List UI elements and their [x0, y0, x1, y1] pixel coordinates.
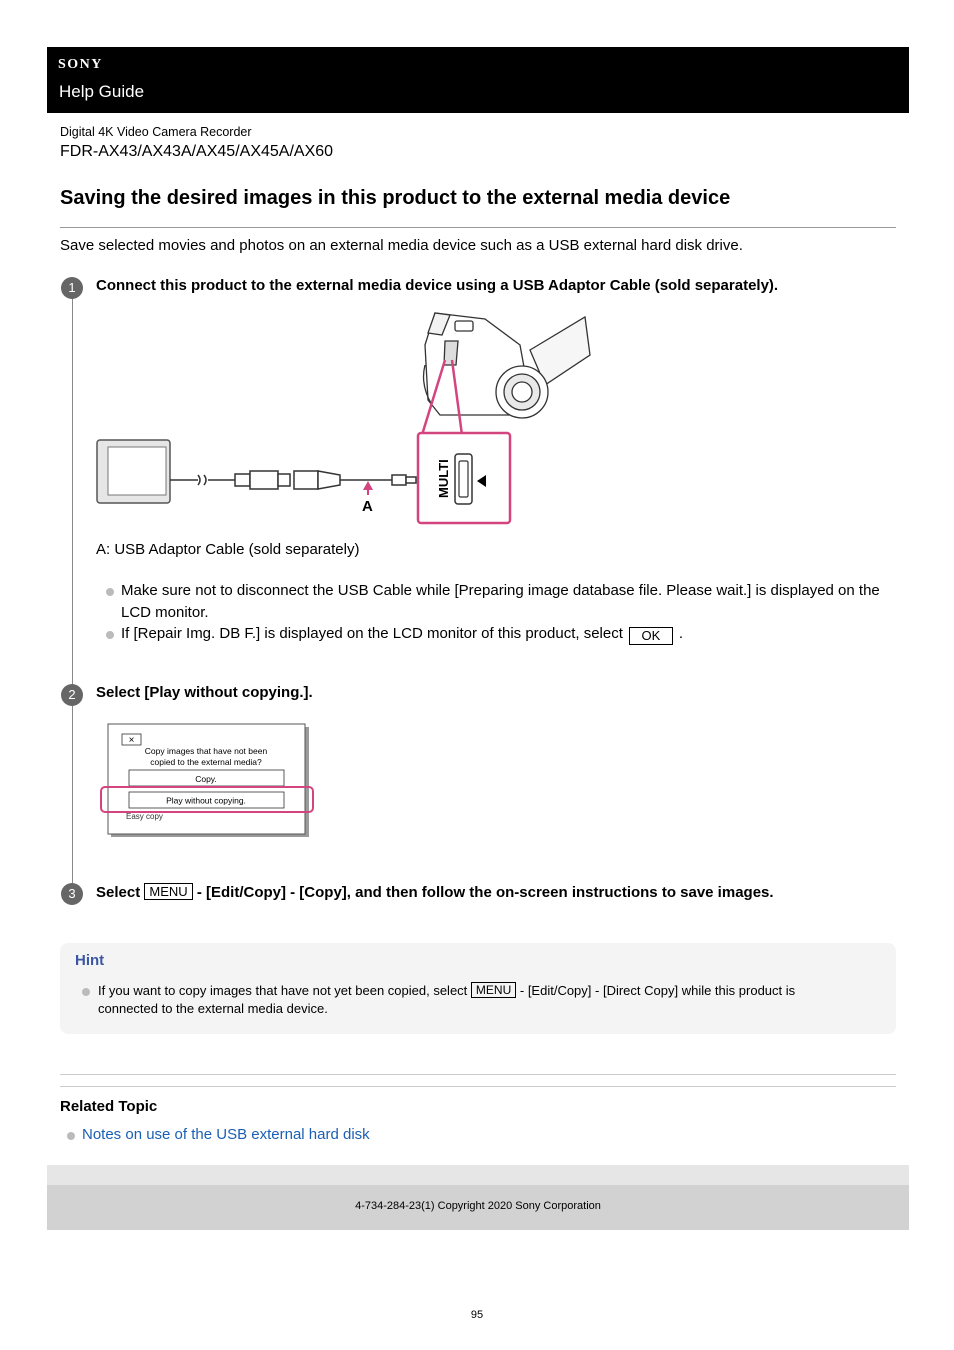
ok-button-icon: OK: [629, 627, 673, 645]
hint-title: Hint: [75, 952, 105, 969]
menu-button-icon: MENU: [471, 982, 516, 998]
hint-box: [60, 943, 896, 1034]
note-item: [96, 623, 896, 645]
header-bar: [47, 47, 909, 113]
dialog-question-line1: Copy images that have not been: [144, 746, 268, 756]
related-topic-link[interactable]: Notes on use of the USB external hard disk: [82, 1126, 370, 1143]
step-connector-1: [72, 298, 73, 685]
usb-cable-icon: [170, 471, 416, 489]
menu-button-icon: MENU: [144, 883, 192, 900]
related-topic-heading: Related Topic: [60, 1098, 158, 1115]
step-connector-2: [72, 705, 73, 883]
page-title: Saving the desired images in this product to the external media device: [60, 187, 731, 209]
cable-a-callout: [362, 481, 373, 515]
dialog-option-easy-copy: Easy copy: [126, 812, 163, 821]
note-text-end: .: [678, 625, 684, 642]
step-number-3: 3: [61, 883, 83, 905]
dialog-question-line2: copied to the external media?: [150, 757, 262, 767]
sony-logo: SONY: [58, 57, 103, 72]
multi-port-label: MULTI: [436, 459, 451, 498]
step-3-text: Select MENU - [Edit/Copy] - [Copy], and then follow the on-screen instructions to save images.: [96, 884, 774, 901]
help-guide-label: Help Guide: [59, 82, 145, 101]
step-2-text: Select [Play without copying.].: [96, 684, 313, 701]
bullet-dot: [106, 631, 114, 639]
bullet-dot: [67, 1132, 75, 1140]
step-number-2: 2: [61, 684, 83, 706]
bullet-dot: [106, 588, 114, 596]
svg-text:×: ×: [128, 735, 135, 746]
camcorder-icon: [424, 313, 590, 418]
lcd-dialog-illustration: [96, 722, 321, 842]
bullet-dot: [82, 988, 90, 996]
step-1-text: Connect this product to the external media device using a USB Adaptor Cable (sold separately).: [96, 277, 779, 294]
note-item: [96, 580, 896, 623]
external-hdd-icon: [97, 440, 170, 503]
product-type: Digital 4K Video Camera Recorder: [60, 125, 252, 139]
product-models: FDR-AX43/AX43A/AX45/AX45A/AX60: [60, 143, 334, 160]
dialog-option-play-without-copying: Play without copying.: [166, 795, 246, 806]
page-number: 95: [470, 1309, 484, 1321]
title-divider: [60, 227, 896, 228]
footer: [47, 1185, 909, 1230]
cable-label-a: A: [362, 498, 373, 515]
footer-band: [47, 1165, 909, 1185]
note-text: If [Repair Img. DB F.] is displayed on the LCD monitor of this product, select: [121, 625, 623, 642]
connection-illustration: [90, 305, 600, 530]
notes-list: [96, 580, 896, 645]
figure-caption: A: USB Adaptor Cable (sold separately): [96, 541, 360, 558]
copyright: 4-734-284-23(1) Copyright 2020 Sony Corporation: [355, 1200, 601, 1212]
step-number-1: 1: [61, 277, 83, 299]
note-text: Make sure not to disconnect the USB Cable while [Preparing image database file. Please wait.] is displayed on the LCD monitor.: [121, 582, 880, 621]
intro-text: Save selected movies and photos on an external media device such as a USB external hard disk drive.: [60, 237, 743, 254]
divider: [60, 1086, 896, 1087]
divider: [60, 1074, 896, 1075]
hint-text: If you want to copy images that have not yet been copied, select MENU - [Edit/Copy] - [Direct Copy] while this product is connected to the external media device.: [98, 983, 796, 1016]
dialog-option-copy: Copy.: [195, 774, 217, 784]
